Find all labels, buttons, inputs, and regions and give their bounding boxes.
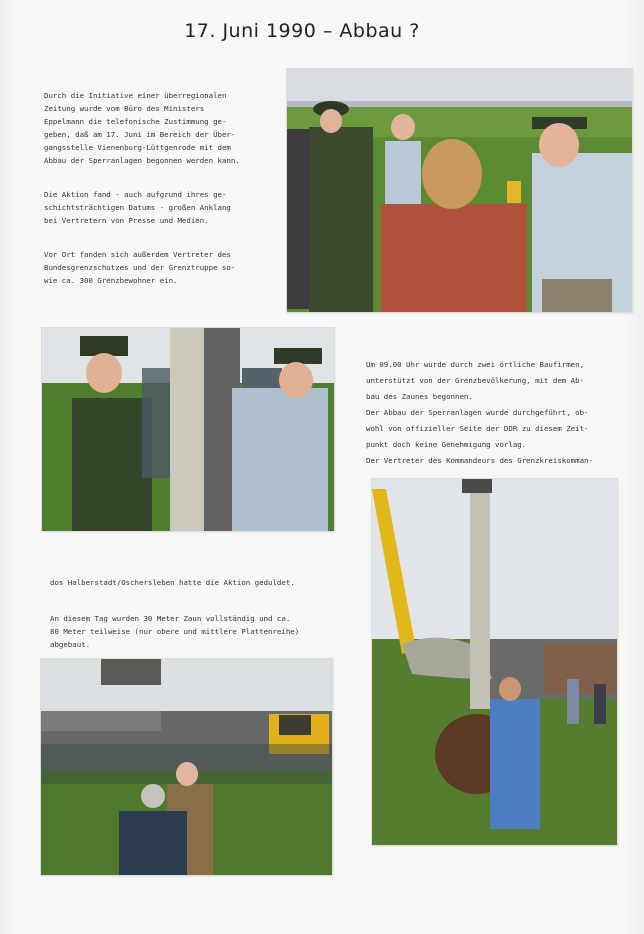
photo-crowd-bulldozer [41,659,332,875]
intro-text [44,76,286,308]
photo-interview [287,69,632,312]
lower-paragraph-1: dos Halberstadt/Oschersleben hatte die Aktion geduldet. [50,578,295,587]
intro-paragraph-3: Vor Ort fanden sich außerdem Vertreter des Bundesgrenzschutzes und der Grenztruppe so- wie ca. 300 Grenzbewohner ein. [44,250,236,285]
page-title: 17. Juni 1990 – Abbau ? [184,20,420,42]
middle-paragraph: Um 09.00 Uhr wurde durch zwei örtliche Baufirmen, unterstützt von der Grenzbevölkerung, mit dem Ab- bau des Zaunes begonnen. Der Abbau der Sperranlagen wurde durchgeführt, ob- wohl von offizieller Seite der DDR zu diesem Zeit- punkt doch keine Genehmigung vorlag. Der Vertreter des Kommandeurs des Grenzkreiskomman- [366,360,593,465]
lower-text [50,563,350,672]
lower-paragraph-2: An diesem Tag wurden 30 Meter Zaun vollständig und ca. 80 Meter teilweise (nur obere und mittlere Plattenreihe) abgebaut. [50,614,300,649]
middle-text [366,341,628,493]
photo-fence-officers [42,328,334,531]
photo-excavator-post [372,479,617,845]
intro-paragraph-2: Die Aktion fand - auch aufgrund ihres ge- schichtsträchtigen Datums - großen Anklang bei Vertretern von Presse und Medien. [44,190,231,225]
intro-paragraph-1: Durch die Initiative einer überregionalen Zeitung wurde vom Büro des Ministers Eppelmann die telefonische Zustimmung ge- geben, daß am 17. Juni im Bereich der Über- gangsstelle Vienenburg-Lüttgenrode mit dem Abbau der Sperranlagen begonnen werden kann. [44,91,240,165]
